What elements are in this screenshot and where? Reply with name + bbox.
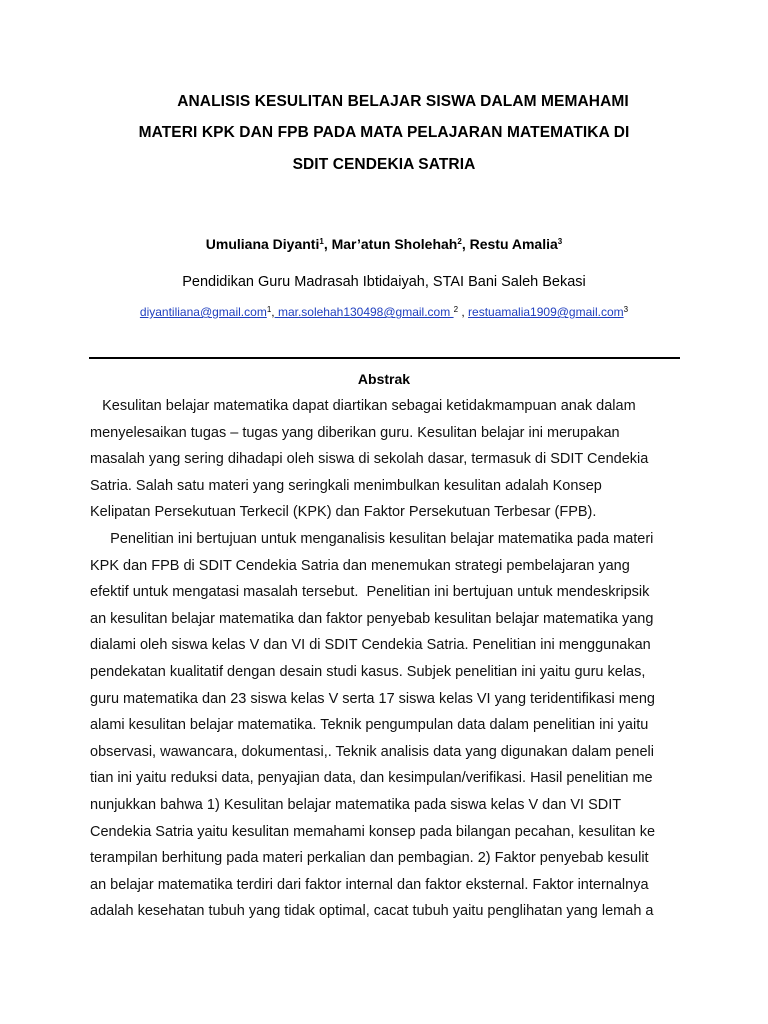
email-marker: 1	[266, 305, 272, 314]
abstract-line: tian ini yaitu reduksi data, penyajian data, dan kesimpulan/verifikasi. Hasil penelitian me	[90, 770, 653, 787]
abstract-line: dialami oleh siswa kelas V dan VI di SDIT Cendekia Satria. Penelitian ini menggunakan	[90, 637, 651, 654]
author-name: Restu Amalia	[469, 236, 558, 252]
paper-title-line-1: ANALISIS KESULITAN BELAJAR SISWA DALAM MEMAHAMI	[177, 93, 629, 110]
abstract-line: Penelitian ini bertujuan untuk menganalisis kesulitan belajar matematika pada materi	[90, 531, 654, 547]
abstract-line: an belajar matematika terdiri dari faktor internal dan faktor eksternal. Faktor internalnya	[90, 876, 649, 893]
author-name: Mar’atun Sholehah	[331, 236, 458, 252]
author-affiliation-marker: 3	[557, 237, 563, 246]
abstract-line: Satria. Salah satu materi yang seringkali menimbulkan kesulitan adalah Konsep	[90, 477, 602, 494]
paper-title-line-3: SDIT CENDEKIA SATRIA	[292, 156, 476, 173]
header-divider	[89, 357, 680, 359]
author-name: Umuliana Diyanti	[205, 236, 320, 252]
abstract-line: menyelesaikan tugas – tugas yang diberikan guru. Kesulitan belajar ini merupakan	[90, 424, 620, 441]
abstract-line: masalah yang sering dihadapi oleh siswa di sekolah dasar, termasuk di SDIT Cendekia	[90, 451, 649, 468]
email-link[interactable]: mar.solehah130498@gmail.com	[274, 305, 454, 319]
abstract-line: adalah kesehatan tubuh yang tidak optimal, cacat tubuh yaitu penglihatan yang lemah a	[90, 903, 654, 920]
author-affiliation-marker: 1	[319, 237, 324, 246]
abstract-line: observasi, wawancara, dokumentasi,. Teknik analisis data yang digunakan dalam peneli	[90, 743, 654, 760]
abstract-line: guru matematika dan 23 siswa kelas V serta 17 siswa kelas VI yang teridentifikasi meng	[90, 690, 655, 707]
email-marker: 2	[453, 305, 459, 314]
abstract-heading: Abstrak	[357, 371, 411, 387]
abstract-line: nunjukkan bahwa 1) Kesulitan belajar matematika pada siswa kelas V dan VI SDIT	[90, 797, 622, 813]
email-marker: 3	[623, 305, 629, 314]
email-link[interactable]: diyantiliana@gmail.com	[139, 305, 267, 319]
abstract-line: an kesulitan belajar matematika dan faktor penyebab kesulitan belajar matematika yang	[90, 610, 654, 627]
abstract-line: Cendekia Satria yaitu kesulitan memahami konsep pada bilangan pecahan, kesulitan ke	[90, 823, 656, 840]
affiliation: Pendidikan Guru Madrasah Ibtidaiyah, STAI Bani Saleh Bekasi	[182, 274, 586, 290]
author-list: Umuliana Diyanti$^1$, Mar’atun Sholehah$^2$, Restu Amalia$^3$	[205, 236, 563, 252]
abstract-line: pendekatan kualitatif dengan desain studi kasus. Subjek penelitian ini yaitu guru kelas,	[90, 664, 646, 680]
abstract-line: efektif untuk mengatasi masalah tersebut. Penelitian ini bertujuan untuk mendeskripsik	[90, 584, 650, 601]
abstract-line: Kelipatan Persekutuan Terkecil (KPK) dan Faktor Persekutuan Terbesar (FPB).	[90, 504, 597, 521]
author-affiliation-marker: 2	[457, 237, 462, 246]
abstract-line: terampilan berhitung pada materi perkalian dan pembagian. 2) Faktor penyebab kesulit	[90, 850, 649, 867]
email-link[interactable]: restuamalia1909@gmail.com	[468, 305, 624, 319]
abstract-line: alami kesulitan belajar matematika. Teknik pengumpulan data dalam penelitian ini yaitu	[90, 717, 649, 734]
abstract-line: Kesulitan belajar matematika dapat diartikan sebagai ketidakmampuan anak dalam	[90, 398, 636, 414]
email-list: diyantiliana@gmail.com$^1$, mar.solehah130498@gmail.com $^2$ , restuamalia1909@gmail.com$^3$	[139, 305, 629, 319]
paper-title-line-2: MATERI KPK DAN FPB PADA MATA PELAJARAN MATEMATIKA DI	[138, 124, 630, 141]
abstract-line: KPK dan FPB di SDIT Cendekia Satria dan menemukan strategi pembelajaran yang	[90, 557, 630, 574]
